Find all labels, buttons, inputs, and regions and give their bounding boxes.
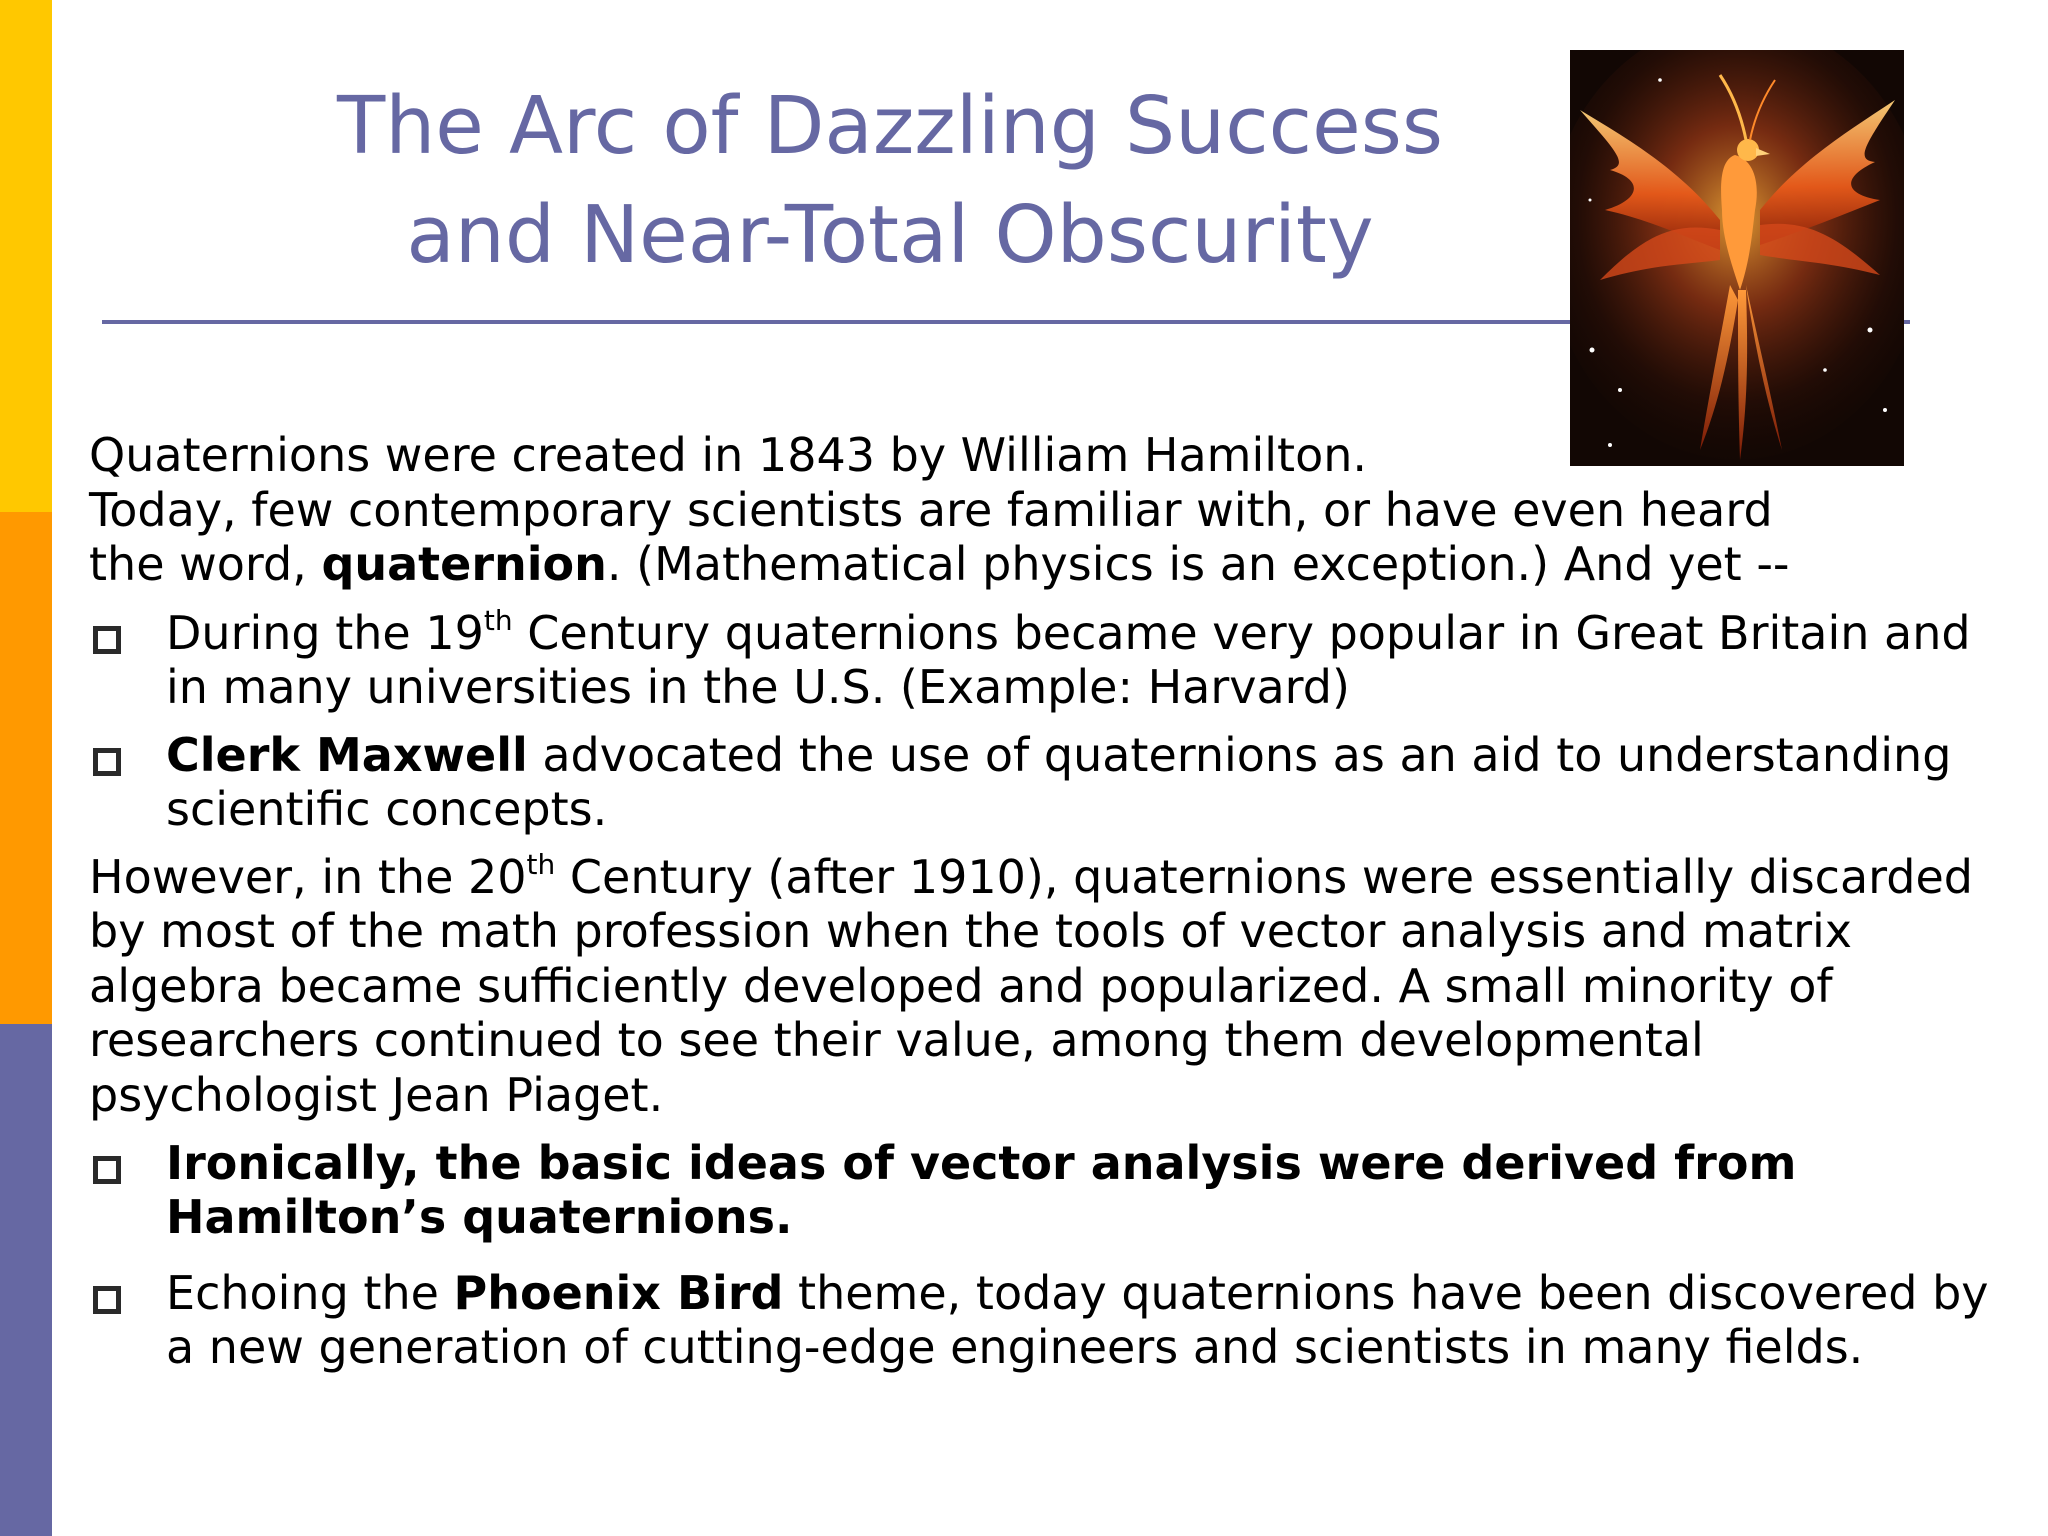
intro-line-1: Quaternions were created in 1843 by William Hamilton.: [89, 428, 1368, 482]
middle-line-5: psychologist Jean Piaget.: [89, 1067, 664, 1122]
bullet-4-bold: Phoenix Bird: [453, 1266, 784, 1320]
bullet-3-bold: Ironically, the basic ideas of vector analysis were derived from Hamilton’s quaternions.: [166, 1136, 1797, 1244]
bullet-square-icon: [93, 626, 121, 654]
bullet-2-bold: Clerk Maxwell: [166, 727, 528, 782]
middle-text-b: Century (after 1910), quaternions were essentially discarded: [555, 849, 1973, 904]
bullet-item-1: [89, 606, 1989, 714]
bullet-1-text-b: Century quaternions became very popular in Great Britain and in many universities in the U.S. (Example: Harvard): [166, 605, 1971, 714]
middle-line-3: algebra became sufficiently developed and popularized. A small minority of: [89, 958, 1833, 1013]
intro-paragraph: [89, 428, 1989, 592]
middle-sup: th: [526, 848, 556, 882]
intro-keyword: quaternion: [321, 537, 607, 591]
phoenix-icon: [1570, 50, 1904, 466]
middle-line-4: researchers continued to see their value, among them developmental: [89, 1013, 1704, 1067]
bullet-item-4: [89, 1266, 1989, 1374]
bullet-1-text-a: During the 19: [166, 605, 484, 660]
bullet-4-text-a: Echoing the: [166, 1266, 454, 1320]
side-bar-middle: [0, 512, 52, 1024]
bullet-item-2: [89, 728, 1989, 836]
title-line-1: The Arc of Dazzling Success: [336, 80, 1444, 172]
side-bar-bottom: [0, 1024, 52, 1536]
side-color-bar: [0, 0, 52, 1536]
bullet-square-icon: [93, 748, 121, 776]
bullet-2-text: advocated the use of quaternions as an aid to understanding scientific concepts.: [166, 727, 1952, 836]
middle-paragraph: [89, 850, 1989, 1123]
bullet-square-icon: [93, 1156, 121, 1184]
intro-line-3a: the word,: [89, 537, 322, 591]
phoenix-bird-image: [1570, 50, 1904, 466]
side-bar-top: [0, 0, 52, 512]
middle-text-a: However, in the 20: [89, 849, 527, 904]
bullet-4-text-b: theme, today quaternions have been discovered by a new generation of cutting-edge engineers and scientists in many fields.: [166, 1266, 1989, 1374]
intro-line-3b: . (Mathematical physics is an exception.) And yet --: [606, 537, 1790, 591]
bullet-square-icon: [93, 1286, 121, 1314]
bullet-1-sup: th: [483, 604, 513, 638]
title-line-2: and Near-Total Obscurity: [406, 189, 1374, 281]
middle-line-2: by most of the math profession when the tools of vector analysis and matrix: [89, 904, 1853, 958]
bullet-item-3: [89, 1136, 1989, 1244]
slide-body: [89, 428, 1989, 1374]
slide-title: [220, 72, 1560, 290]
intro-line-2: Today, few contemporary scientists are familiar with, or have even heard: [89, 482, 1773, 537]
